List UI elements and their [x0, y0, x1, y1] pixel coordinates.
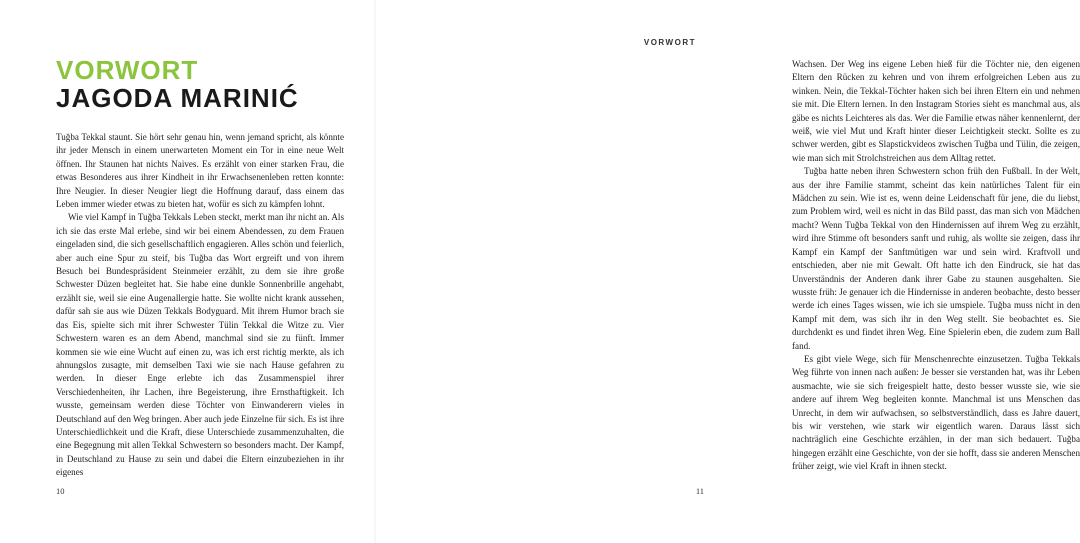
paragraph: Es gibt viele Wege, sich für Menschenrechte einzusetzen. Tuğba Tekkals Weg führte von innen nach außen: Je besser sie verstanden hat, was ihr Leben ausmachte, wie sie sich freigespielt hatte, desto besser wusste sie, wie sie andere auf ihrem Weg begleiten konnte. Manchmal ist uns Menschen das Unrecht, in dem wir aufwachsen, so selbstverständlich, dass es Jahre dauert, bis wir verstehen, wie stark wir eigentlich waren. Daraus lässt sich nachträglich eine Geschichte erzählen, in der man sich bedauert. Tuğba hingegen erzählt eine Geschichte, von der sie hofft, dass sie anderen Menschen früher zeigt, wie viel Kraft in ihnen steckt. — [792, 353, 1080, 472]
left-body-text — [56, 131, 344, 480]
chapter-kicker: VORWORT — [56, 55, 199, 85]
running-head: VORWORT — [643, 38, 696, 47]
page-number-right: 11 — [695, 486, 704, 496]
right-page — [375, 0, 1080, 543]
paragraph: Wachsen. Der Weg ins eigene Leben hieß für die Töchter nie, den eigenen Eltern den Rücken zu kehren und von ihrem erfolgreichen Leben aus zu winken. Nein, die Tekkal-Töchter haken sich bei ihren Eltern ein und nehmen sie mit. Die Eltern lernen. In den Instagram Stories sieht es manchmal aus, als gäbe es nichts Leichteres als das. Wer die Familie etwas näher kennenlernt, der weiß, wie viel Mut und Kraft hinter dieser Leichtigkeit steckt. Sollte es zu schwer werden, gibt es Slapstickvideos zwischen Tuğba und Tülin, die zeigen, wie man sich mit Strolchstreichen aus dem Alltag rettet. — [792, 59, 1080, 163]
paragraph: Tuğba Tekkal staunt. Sie hört sehr genau hin, wenn jemand spricht, als könnte ihr jeder Mensch in einem unerwarteten Moment ein Tor in eine neue Welt öffnen. Ihr Staunen hat nichts Naives. Es erzählt von einer starken Frau, die etwas Besonderes aus ihrer Kindheit in ihr Erwachsenenleben retten konnte: Ihre Neugier. In dieser Neugier liegt die Hoffnung darauf, dass einem das Leben immer wieder etwas zu bieten hat, wofür es sich zu kämpfen lohnt. — [56, 132, 344, 210]
page-number-left: 10 — [56, 486, 65, 496]
right-body-text — [792, 58, 1080, 474]
left-page — [0, 0, 375, 543]
chapter-author: JAGODA MARINIĆ — [56, 83, 299, 113]
paragraph: Wie viel Kampf in Tuğba Tekkals Leben steckt, merkt man ihr nicht an. Als ich sie das erste Mal erlebe, sind wir bei einem Abendessen, zu dem Frauen eingeladen sind, die sich gesellschaftlich engagieren. Alles schön und feierlich, aber auch eine Spur zu steif, bis Tuğba das Wort ergreift und von ihrem Besuch bei Bundespräsident Steinmeier erzählt, zu dem sie ihre große Schwester Düzen begleitet hat. Sie habe eine dunkle Sonnenbrille angehabt, erzählt sie, weil sie eine Augenallergie hatte. Sie wollte nicht krank aussehen, dafür sah sie aus wie Düzen Tekkals Bodyguard. Mit ihrem Humor brach sie das Eis, spielte sich mit ihrer Schwester Tülin Tekkal die Witze zu. Vier Schwestern waren es an dem Abend, manchmal sind sie zu fünft. Immer kommen sie wie eine Wucht auf einen zu, was ich erst richtig merkte, als ich ahnungslos zusagte, mit demselben Taxi wie sie nach Hause gefahren zu werden. In dieser Enge erlebte ich das Zusammenspiel ihrer Verschiedenheiten, ihr Lachen, ihre Begeisterung, ihre Ernsthaftigkeit. Ich wusste, gemeinsam werden diese Töchter von Einwanderern vieles in Deutschland auf den Weg bringen. Aber auch jede Einzelne für sich. Es ist ihre Unterschiedlichkeit und die Kraft, diese Unterschiede zusammenzuhalten, die eine Begegnung mit allen Tekkal Schwestern so besonders macht. Der Kampf, in Deutschland zu Hause zu sein und dabei die Eltern einzubeziehen in ihr eigenes — [56, 212, 344, 478]
paragraph: Tuğba hatte neben ihren Schwestern schon früh den Fußball. In der Welt, aus der ihre Familie stammt, scheint das kein natürliches Talent für ein Mädchen zu sein. Wie ist es, wenn deine Leidenschaft für jene, die du liebst, zum Problem wird, weil es nicht in das Bild passt, das man sich von Mädchen macht? Wenn Tuğba Tekkal von den Hindernissen auf ihrem Weg zu erzählt, wird ihre Stimme oft besonders sanft und ruhig, als wollte sie zeigen, dass ihr Kampf ein Kampf der Sanftmütigen war und sein wird. Kraftvoll und entschieden, aber nie mit Gewalt. Oft hatte ich den Eindruck, sie hat das Unverständnis der Anderen dank ihrer Gabe zu staunen ausgehalten. Sie wusste früh: Je genauer ich die Hindernisse in anderen beobachte, desto besser werde ich eines Tages wissen, wie ich sie umspiele. Tuğba muss nicht in den Kampf mit dem, was sich ihr in den Weg stellt. Sie beobachtet es. Sie durchdenkt es und findet ihren Weg. Eine Spielerin eben, die zudem zum Ball fand. — [792, 166, 1080, 351]
